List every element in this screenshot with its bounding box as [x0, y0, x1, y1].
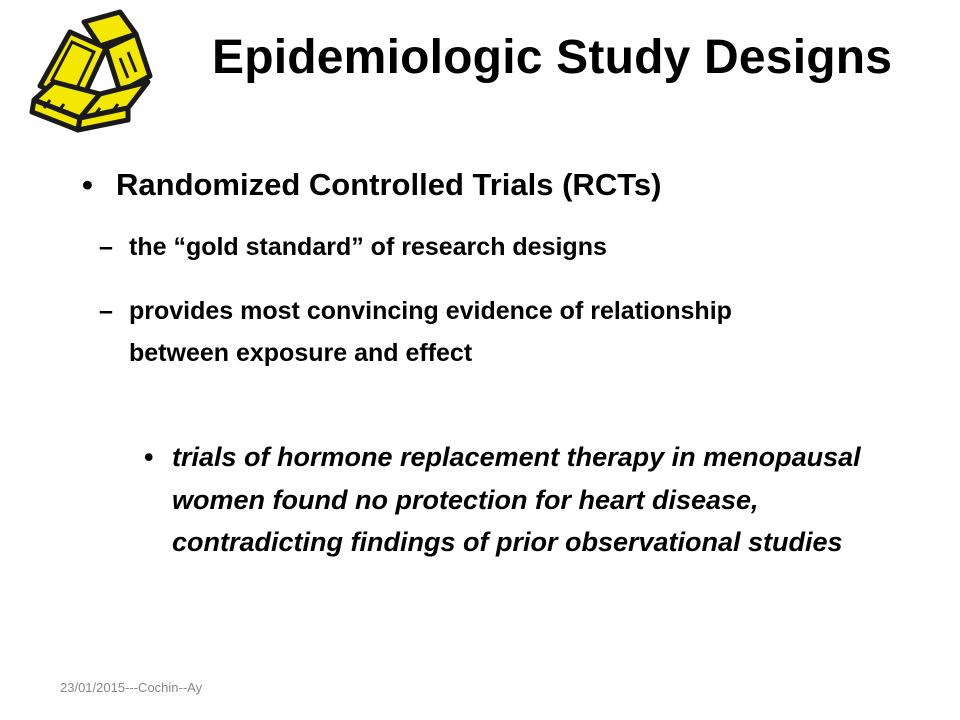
- sub-bullet-marker: –: [99, 297, 113, 325]
- slide-footer: 23/01/2015---Cochin--Ay: [60, 680, 203, 695]
- sub-bullet-marker: –: [99, 233, 113, 261]
- example-bullet-marker: •: [144, 442, 154, 472]
- sub-bullet-text: the “gold standard” of research designs: [129, 233, 607, 261]
- bullet-text: Randomized Controlled Trials (RCTs): [116, 167, 662, 202]
- example-bullet-text: trials of hormone replacement therapy in menopausal women found no protection for heart disease, contradicting findings of prior observational studies: [172, 442, 861, 557]
- bullet-marker: •: [82, 167, 93, 202]
- sub-bullet-text: provides most convincing evidence of relationship between exposure and effect: [129, 297, 732, 367]
- slide-title: Epidemiologic Study Designs: [212, 31, 893, 84]
